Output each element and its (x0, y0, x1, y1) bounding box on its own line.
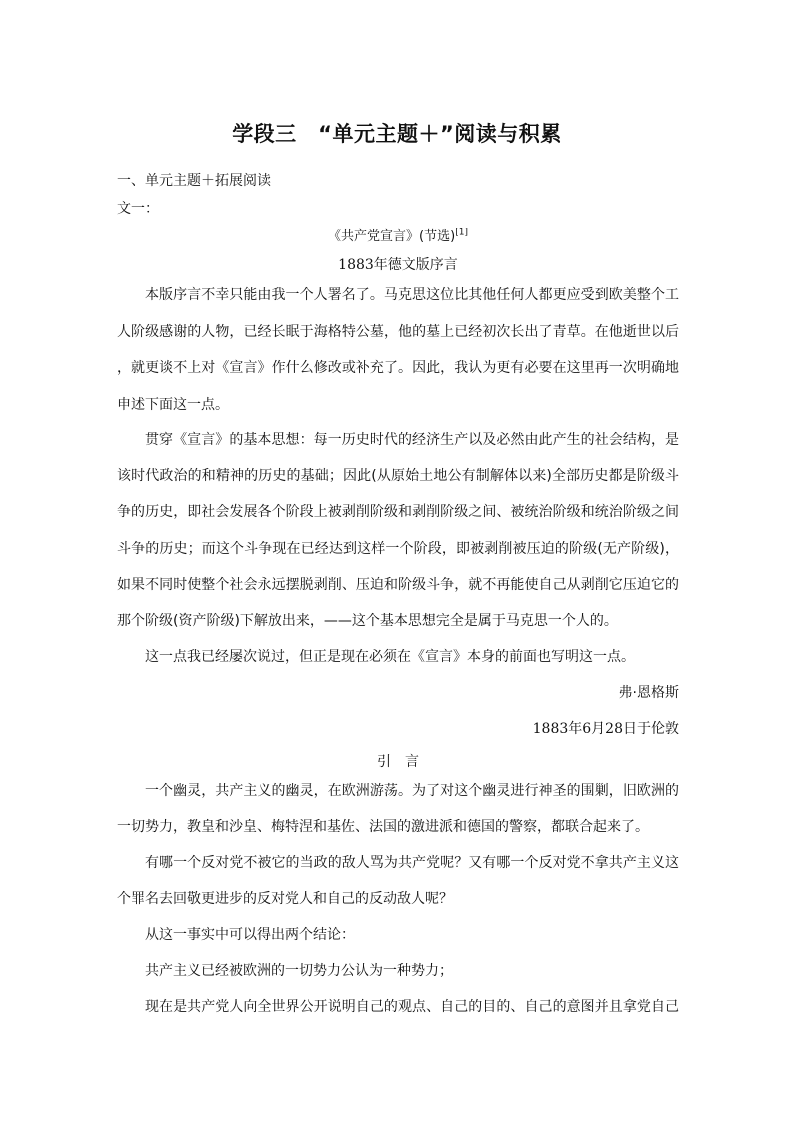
page-title: 学段三 “单元主题＋”阅读与积累 (232, 122, 562, 146)
paragraph-line: 一切势力，教皇和沙皇、梅特涅和基佐、法国的激进派和德国的警察，都联合起来了。 (117, 819, 649, 835)
paragraph-line: 个罪名去回敬更进步的反对党人和自己的反动敌人呢？ (117, 891, 453, 907)
footnote-mark: [1] (455, 228, 468, 238)
intro-heading: 引 言 (377, 754, 419, 770)
paragraph-line: 申述下面这一点。 (117, 397, 229, 413)
book-title-line (117, 228, 679, 246)
paragraph-line: 有哪一个反对党不被它的当政的敌人骂为共产党呢？又有哪一个反对党不拿共产主义这 (145, 855, 679, 871)
paragraph-line: 该时代政治的和精神的历史的基础；因此(从原始土地公有制解体以来)全部历史都是阶级斗 (117, 468, 679, 484)
paragraph-line: 人阶级感谢的人物，已经长眠于海格特公墓，他的墓上已经初次长出了青草。在他逝世以后 (117, 324, 679, 340)
section-heading: 一、单元主题＋拓展阅读 (117, 173, 271, 189)
text-label: 文一： (117, 201, 159, 217)
paragraph-line: ，就更谈不上对《宣言》作什么修改或补充了。因此，我认为更有必要在这里再一次明确地 (117, 360, 679, 376)
preface-title: 1883年德文版序言 (338, 257, 458, 273)
paragraph-line: 那个阶级(资产阶级)下解放出来，——这个基本思想完全是属于马克思一个人的。 (117, 613, 618, 629)
paragraph-line: 从这一事实中可以得出两个结论： (145, 927, 355, 943)
book-title: 《共产党宣言》(节选) (328, 229, 456, 244)
paragraph-line: 争的历史，即社会发展各个阶段上被剥削阶级和剥削阶级之间、被统治阶级和统治阶级之间 (117, 504, 679, 520)
paragraph-line: 一个幽灵，共产主义的幽灵，在欧洲游荡。为了对这个幽灵进行神圣的围剿，旧欧洲的 (145, 783, 679, 799)
paragraph-line: 本版序言不幸只能由我一个人署名了。马克思这位比其他任何人都更应受到欧美整个工 (145, 287, 679, 303)
paragraph-line: 斗争的历史；而这个斗争现在已经达到这样一个阶段，即被剥削被压迫的阶级(无产阶级)， (117, 541, 679, 557)
paragraph-line: 如果不同时使整个社会永远摆脱剥削、压迫和阶级斗争，就不再能使自己从剥削它压迫它的 (117, 577, 679, 593)
paragraph-line: 现在是共产党人向全世界公开说明自己的观点、自己的目的、自己的意图并且拿党自己 (145, 999, 679, 1015)
paragraph-line: 贯穿《宣言》的基本思想：每一历史时代的经济生产以及必然由此产生的社会结构，是 (145, 432, 679, 448)
paragraph-line: 这一点我已经屡次说过，但正是现在必须在《宣言》本身的前面也写明这一点。 (145, 649, 635, 665)
paragraph-line: 共产主义已经被欧洲的一切势力公认为一种势力； (145, 963, 453, 979)
signature: 弗·恩格斯 (618, 685, 679, 701)
date-line: 1883年6月28日于伦敦 (532, 721, 679, 737)
